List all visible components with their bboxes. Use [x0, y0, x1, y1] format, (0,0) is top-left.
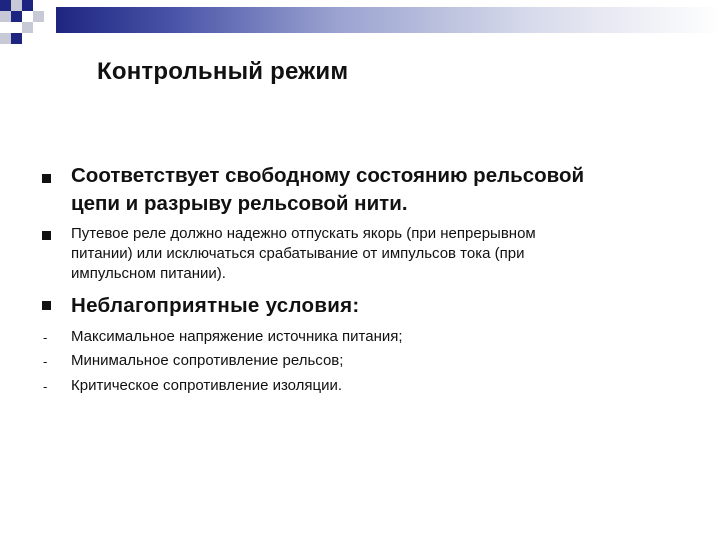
- bullet-2-line-1: Путевое реле должно надежно отпускать якорь (при непрерывном: [71, 225, 536, 242]
- corner-decoration: [0, 0, 60, 48]
- dash-item-3-text: Критическое сопротивление изоляции.: [71, 377, 343, 394]
- square-bullet-icon: [42, 231, 51, 240]
- bullet-2-line-3: импульсном питании).: [71, 265, 226, 282]
- bullet-1-line-1: Соответствует свободному состоянию рельсовой: [71, 164, 585, 187]
- dash-bullet-icon: -: [43, 330, 48, 345]
- square-bullet-icon: [42, 174, 51, 183]
- header-gradient-bar: [56, 7, 720, 33]
- square-bullet-icon: [42, 301, 51, 310]
- dash-item-2-text: Минимальное сопротивление рельсов;: [71, 352, 344, 369]
- slide-title: Контрольный режим: [97, 58, 349, 85]
- bullet-1-line-2: цепи и разрыву рельсовой нити.: [71, 192, 408, 215]
- bullet-3-text: Неблагоприятные условия:: [71, 294, 360, 317]
- bullet-2-line-2: питании) или исключаться срабатывание от импульсов тока (при: [71, 245, 525, 262]
- dash-bullet-icon: -: [43, 379, 48, 394]
- dash-item-1-text: Максимальное напряжение источника питания;: [71, 328, 403, 345]
- dash-bullet-icon: -: [43, 354, 48, 369]
